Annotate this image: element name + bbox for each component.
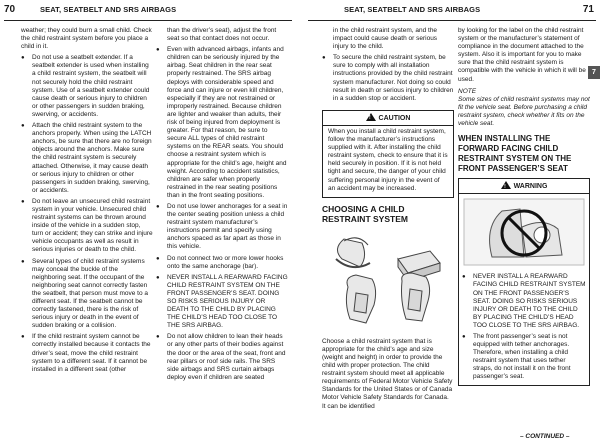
child-restraint-types-illustration (322, 229, 454, 329)
list-item: ● NEVER INSTALL A REARWARD FACING CHILD RESTRAINT SYSTEM ON THE FRONT PASSENGER’S SEAT. DOING SO RISKS SERIOUS INJURY OR DEATH TO THE CHILD BY PLACING THE CHILD’S HEAD TOO CLOSE TO THE SRS AIRBAG. (156, 274, 288, 331)
column-1 (21, 27, 153, 374)
list-item: ● Do not use a seatbelt extender. If a seatbelt extender is used when installing a child restraint system, the seatbelt will not securely hold the child restraint system. Use of a seatbelt extender could cause death or serious injury to children or other passengers in sudden braking, swerving, or accidents. (21, 54, 153, 119)
list-item: ● NEVER INSTALL A REARWARD FACING CHILD RESTRAINT SYSTEM ON THE FRONT PASSENGER’S SEAT. DOING SO RISKS SERIOUS INJURY OR DEATH TO THE CHILD BY PLACING THE CHILD’S HEAD TOO CLOSE TO THE SRS AIRBAG. (462, 273, 586, 330)
column-4 (458, 27, 590, 386)
note-label: NOTE (458, 87, 477, 95)
forbidden-rearward-seat-illustration (462, 197, 586, 267)
list-item: ● Several types of child restraint systems may conceal the buckle of the neighboring seat. If the occupant of the neighboring seat cannot correctly fasten the seatbelt, that person must move to a different seat. If the seatbelt cannot be correctly fastened, there is the risk of serious injury or death in the event of sudden braking or a collision. (21, 258, 153, 331)
col2-bullet-list (156, 46, 288, 382)
col1-intro: weather; they could burn a small child. Check the child restraint system before you place a child in it. (21, 27, 152, 51)
list-item: ● Do not use lower anchorages for a seat in the center seating position unless a child restraint system manufacturer’s instructions permit and specify using anchors spaced as far apart as those in this vehicle. (156, 203, 288, 252)
col2-intro: than the driver’s seat), adjust the front seat so that contact does not occur. (167, 27, 277, 43)
left-page-title: SEAT, SEATBELT AND SRS AIRBAGS (40, 5, 177, 14)
left-page-header (4, 0, 292, 21)
caution-text: When you install a child restraint system, follow the manufacturer’s instructions supplied with it. After installing the child restraint system, check to ensure that it is held securely in position. If it is not held tight and secure, the danger of your child suffering personal injury in the event of an accident may be increased. (328, 127, 448, 192)
col4-intro: by looking for the label on the child restraint system or the manufacturer’s statement of compliance in the document attached to the system. Also it is important for you to make sure that the child restraint system is compatible with the vehicle in which it will be used. (458, 27, 586, 83)
warning-box (458, 178, 590, 385)
col4-bullet-list (462, 273, 586, 381)
continued-footer: – CONTINUED – (520, 433, 570, 440)
list-item: ● Do not allow children to lean their heads or any other parts of their bodies against the door or the area of the seat, front and rear pillars or roof side rails. The SRS side airbags and SRS curtain airbags deploy even if children are seated (156, 333, 288, 382)
convertible-seat-icon (346, 275, 375, 323)
warning-triangle-icon: ! (501, 181, 511, 189)
forward-seat-icon (402, 273, 430, 321)
col3-intro: in the child restraint system, and the impact could cause death or serious injury to the child. (333, 27, 438, 51)
list-item: ● To secure the child restraint system, be sure to comply with all installation instructions provided by the child restraint system manufacturer. Not doing so could result in death or serious injury to children in a sudden stop or accident. (322, 54, 454, 103)
infant-seat-icon (336, 237, 370, 266)
list-item: ● Attach the child restraint system to the anchors properly. When using the LATCH anchors, be sure that there are no foreign objects around the anchors. Make sure the child restraint system is securely attached. Otherwise, it may cause death or serious injury to children or other passengers in sudden braking, swerving, or accidents. (21, 122, 153, 195)
list-item: ● Even with advanced airbags, infants and children can be seriously injured by the airbag. Seat children in the rear seat properly restrained. The SRS airbag deploys with considerable speed and force and can injure or even kill children, especially if they are not restrained or improperly restrained. Because children are lighter and weaker than adults, their risk of being injured from deployment is greater. For that reason, be sure to secure ALL types of child restraint systems on the REAR seats. You should choose a restraint system which is appropriate for the child’s age, height and weight. According to accident statistics, children are safer when properly restrained in the rear seating positions than in the front seating positions. (156, 46, 288, 200)
list-item: ● The front passenger’s seat is not equipped with tether anchorages. Therefore, when installing a child restraint system that uses tether straps, do not install it on the front passenger’s seat. (462, 333, 586, 382)
caution-box (322, 110, 454, 198)
warning-label: WARNING (513, 183, 548, 191)
note-text: Some sizes of child restraint systems may not fit the vehicle seat. Before purchasing a child restraint system, check whether it fits on the vehicle seat. (458, 95, 590, 128)
chapter-tab: 7 (588, 66, 600, 79)
list-item: ● Do not connect two or more lower hooks onto the same anchorage (bar). (156, 255, 288, 271)
left-page-number: 70 (4, 4, 16, 15)
caution-triangle-icon: ! (366, 113, 376, 121)
warning-body (459, 194, 589, 384)
list-item: ● If the child restraint system cannot be correctly installed because it contacts the driver’s seat, move the child restraint system to a different seat. If it cannot be installed in a different seat (other (21, 333, 153, 373)
caution-label: CAUTION (378, 114, 411, 122)
col3-bullet-list (322, 54, 454, 103)
warning-header (459, 179, 589, 194)
right-page-header (308, 0, 596, 21)
right-page-number: 71 (582, 4, 594, 15)
column-2 (156, 27, 288, 382)
list-item: ● Do not leave an unsecured child restraint system in your vehicle. Unsecured child restraint systems can be thrown around inside of the vehicle in a sudden stop, turn or accident; they can strike and injure vehicle occupants as well as result in serious injuries or death to the child. (21, 198, 153, 255)
choosing-section-title: CHOOSING A CHILD RESTRAINT SYSTEM (322, 203, 408, 225)
right-page-title: SEAT, SEATBELT AND SRS AIRBAGS (344, 5, 481, 14)
col1-bullet-list (21, 54, 153, 374)
caution-header (323, 111, 453, 126)
forward-facing-section-title: WHEN INSTALLING THE FORWARD FACING CHILD RESTRAINT SYSTEM ON THE FRONT PASSENGER’S SEAT (458, 134, 572, 174)
choosing-body-text: Choose a child restraint system that is appropriate for the child’s age and size (weight and height) in order to provide the child with proper protection. The child restraint system should meet all applicable requirements of Federal Motor Vehicle Safety Standards for the United States or of Canada Motor Vehicle Safety Standards for Canada. It can be identified (322, 337, 453, 410)
column-3 (322, 27, 454, 411)
